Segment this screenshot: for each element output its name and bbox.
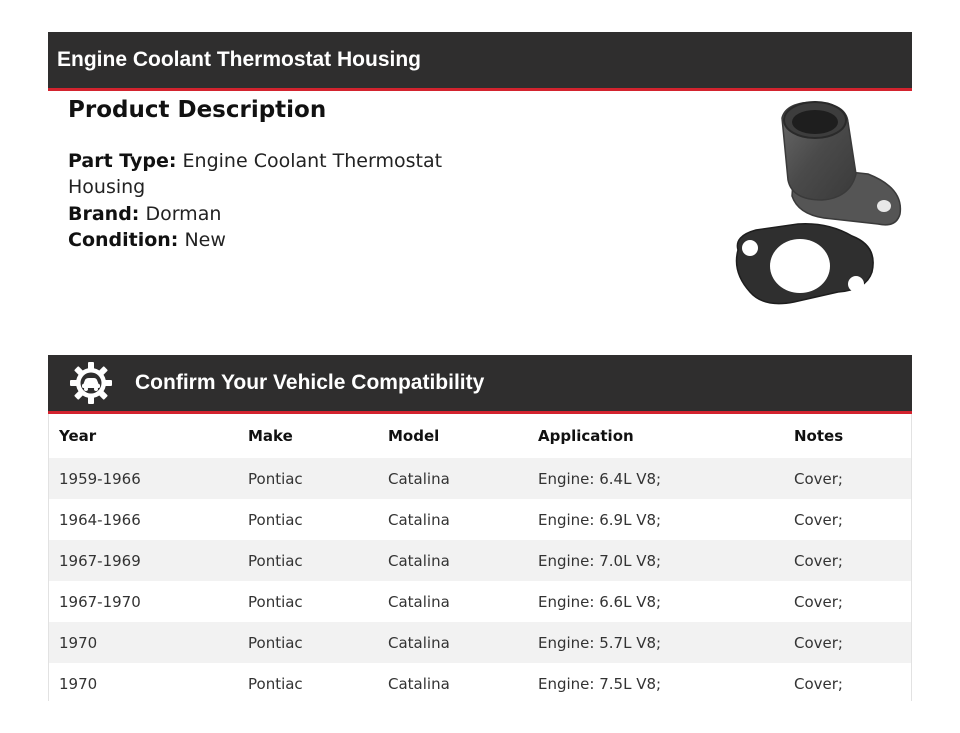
part-type-value: Engine Coolant Thermostat Housing bbox=[68, 149, 443, 199]
cell-notes: Cover; bbox=[784, 663, 911, 704]
product-image bbox=[728, 96, 908, 318]
cell-notes: Cover; bbox=[784, 499, 911, 540]
gear-car-icon bbox=[69, 361, 113, 405]
cell-application: Engine: 5.7L V8; bbox=[528, 622, 784, 663]
cell-make: Pontiac bbox=[238, 499, 378, 540]
product-description bbox=[68, 96, 448, 254]
column-header-notes: Notes bbox=[794, 427, 844, 445]
cell-application: Engine: 7.5L V8; bbox=[528, 663, 784, 704]
cell-make: Pontiac bbox=[238, 458, 378, 499]
cell-make: Pontiac bbox=[238, 622, 378, 663]
cell-model: Catalina bbox=[378, 499, 528, 540]
cell-application: Engine: 6.9L V8; bbox=[528, 499, 784, 540]
cell-model: Catalina bbox=[378, 458, 528, 499]
table-row bbox=[49, 540, 911, 581]
condition-value: New bbox=[184, 229, 226, 252]
cell-model: Catalina bbox=[378, 581, 528, 622]
cell-year: 1970 bbox=[49, 663, 238, 704]
cell-year: 1967-1969 bbox=[49, 540, 238, 581]
cell-notes: Cover; bbox=[784, 622, 911, 663]
cell-model: Catalina bbox=[378, 540, 528, 581]
compatibility-table bbox=[49, 414, 911, 704]
cell-notes: Cover; bbox=[784, 458, 911, 499]
table-header-row bbox=[49, 414, 911, 458]
brand-line bbox=[68, 201, 448, 228]
cell-notes: Cover; bbox=[784, 540, 911, 581]
product-title: Engine Coolant Thermostat Housing bbox=[57, 48, 422, 71]
brand-label: Brand: bbox=[68, 202, 140, 225]
cell-make: Pontiac bbox=[238, 663, 378, 704]
table-row bbox=[49, 458, 911, 499]
cell-application: Engine: 6.4L V8; bbox=[528, 458, 784, 499]
compatibility-banner bbox=[48, 355, 912, 414]
part-type-label: Part Type: bbox=[68, 149, 177, 172]
cell-make: Pontiac bbox=[238, 581, 378, 622]
compatibility-table-container bbox=[48, 414, 912, 701]
brand-value: Dorman bbox=[145, 202, 222, 225]
table-row bbox=[49, 622, 911, 663]
column-header-application: Application bbox=[538, 427, 634, 445]
cell-year: 1970 bbox=[49, 622, 238, 663]
cell-year: 1967-1970 bbox=[49, 581, 238, 622]
part-type-line bbox=[68, 148, 448, 201]
cell-make: Pontiac bbox=[238, 540, 378, 581]
cell-year: 1964-1966 bbox=[49, 499, 238, 540]
column-header-year: Year bbox=[59, 427, 97, 445]
table-row bbox=[49, 499, 911, 540]
product-title-banner bbox=[48, 32, 912, 91]
cell-notes: Cover; bbox=[784, 581, 911, 622]
column-header-model: Model bbox=[388, 427, 440, 445]
description-heading: Product Description bbox=[68, 97, 327, 123]
table-row bbox=[49, 663, 911, 704]
condition-label: Condition: bbox=[68, 229, 179, 252]
condition-line bbox=[68, 227, 448, 254]
cell-model: Catalina bbox=[378, 622, 528, 663]
column-header-make: Make bbox=[248, 427, 293, 445]
cell-application: Engine: 7.0L V8; bbox=[528, 540, 784, 581]
cell-year: 1959-1966 bbox=[49, 458, 238, 499]
cell-model: Catalina bbox=[378, 663, 528, 704]
compatibility-title: Confirm Your Vehicle Compatibility bbox=[135, 371, 485, 394]
table-row bbox=[49, 581, 911, 622]
cell-application: Engine: 6.6L V8; bbox=[528, 581, 784, 622]
